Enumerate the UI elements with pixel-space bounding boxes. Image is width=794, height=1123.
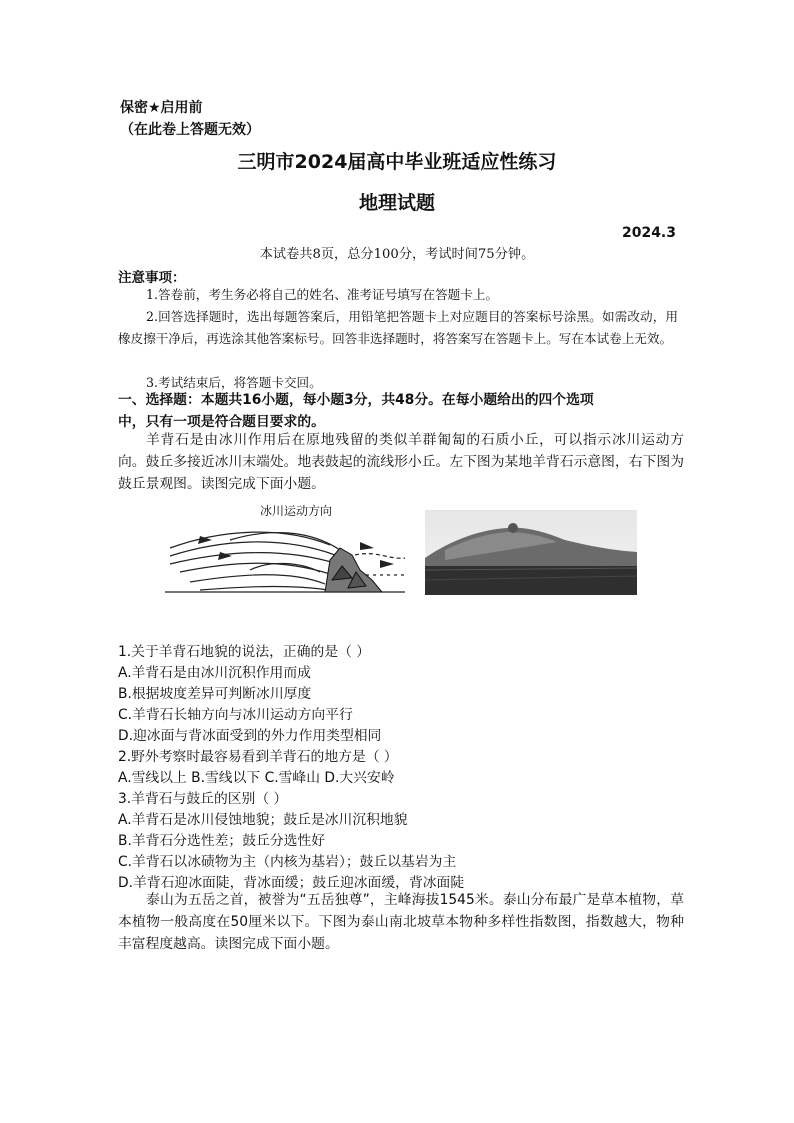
section1-heading-line1: 一、选择题：本题共16小题，每小题3分，共48分。在每小题给出的四个选项 [118, 392, 594, 408]
q3-option-a: A.羊背石是冰川侵蚀地貌；鼓丘是冰川沉积地貌 [118, 812, 408, 828]
question-1-stem: 1.关于羊背石地貌的说法，正确的是（ ） [118, 644, 371, 660]
q1-option-b: B.根据坡度差异可判断冰川厚度 [118, 686, 312, 702]
question-2-stem: 2.野外考察时最容易看到羊背石的地方是（ ） [118, 749, 398, 765]
q3-option-c: C.羊背石以冰碛物为主（内核为基岩）；鼓丘以基岩为主 [118, 854, 457, 870]
subject-title: 地理试题 [358, 192, 435, 214]
q3-option-d: D.羊背石迎冰面陡，背冰面缓；鼓丘迎冰面缓，背冰面陡 [118, 875, 465, 891]
secret-label: 保密★启用前 [120, 100, 203, 116]
exam-info: 本试卷共8页，总分100分，考试时间75分钟。 [259, 247, 535, 262]
q1-option-a: A.羊背石是由冰川沉积作用而成 [118, 665, 311, 681]
exam-title: 三明市2024届高中毕业班适应性练习 [237, 151, 557, 173]
q1-option-d: D.迎冰面与背冰面受到的外力作用类型相同 [118, 728, 382, 744]
question-3-stem: 3.羊背石与鼓丘的区别（ ） [118, 791, 288, 807]
section1-heading-line2: 中，只有一项是符合题目要求的。 [118, 414, 325, 430]
notes-heading: 注意事项： [118, 270, 186, 286]
passage-1: 羊背石是由冰川作用后在原地残留的类似羊群匍匐的石质小丘，可以指示冰川运动方向。鼓丘多接近冰川末端处。地表鼓起的流线形小丘。左下图为某地羊背石示意图，右下图为鼓丘景观图。读图完成下面小题。 [118, 432, 684, 492]
glacier-direction-label: 冰川运动方向 [260, 504, 333, 518]
roche-moutonnee-diagram [160, 500, 410, 600]
drumlin-photo [425, 510, 637, 595]
invalid-note: （在此卷上答题无效） [120, 122, 260, 138]
note-item-1: 1.答卷前，考生务必将自己的姓名、准考证号填写在答题卡上。 [146, 287, 499, 302]
note-item-3: 3.考试结束后，将答题卡交回。 [146, 375, 322, 390]
q3-option-b: B.羊背石分选性差；鼓丘分选性好 [118, 833, 326, 849]
note-item-2: 2.回答选择题时，选出每题答案后，用铅笔把答题卡上对应题目的答案标号涂黑。如需改动，用橡皮擦干净后，再选涂其他答案标号。回答非选择题时，将答案写在答题卡上。写在本试卷上无效。 [118, 309, 678, 346]
q1-option-c: C.羊背石长轴方向与冰川运动方向平行 [118, 707, 353, 723]
passage-2: 泰山为五岳之首，被誉为“五岳独尊”，主峰海拔1545米。泰山分布最广是草本植物，草本植物一般高度在50厘米以下。下图为泰山南北坡草本物种多样性指数图，指数越大，物种丰富程度越高。读图完成下面小题。 [118, 892, 684, 952]
q2-options: A.雪线以上 B.雪线以下 C.雪峰山 D.大兴安岭 [118, 770, 395, 786]
exam-date: 2024.3 [621, 225, 676, 241]
